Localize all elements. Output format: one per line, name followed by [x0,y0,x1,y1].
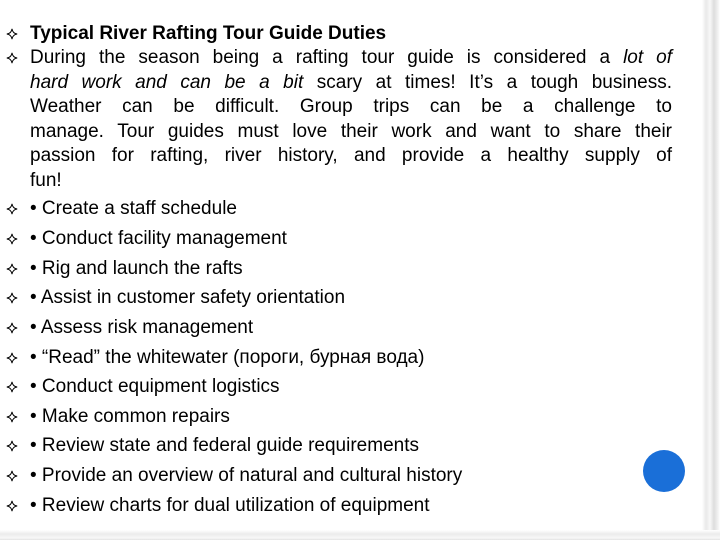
hollow-diamond-bullet-icon [6,500,18,512]
list-item-duty [0,434,690,458]
list-item-duty [0,494,690,518]
list-item-duty [0,197,690,221]
list-item-title [0,22,690,46]
intro-line: manage. Tour guides must love their work and want to share their [30,120,672,142]
duty-text: • Assist in customer safety orientation [30,287,346,308]
duty-text: • Create a staff schedule [30,198,237,219]
blue-circle-decoration [643,450,685,492]
intro-line: fun! [30,169,62,191]
intro-line: passion for rafting, river history, and provide a healthy supply of [30,145,672,166]
intro-line: Weather can be difficult. Group trips can be a challenge to [30,96,672,117]
list-item-duty [0,346,690,370]
hollow-diamond-bullet-icon [6,263,18,275]
hollow-diamond-bullet-icon [6,411,18,423]
page-title: Typical River Rafting Tour Guide Duties [30,23,387,44]
list-item-intro [0,46,690,193]
duty-text: • Make common repairs [30,406,230,427]
hollow-diamond-bullet-icon [6,203,18,215]
hollow-diamond-bullet-icon [6,52,18,64]
bottom-border-decoration [0,530,720,540]
list-item-duty [0,257,690,281]
list-item-duty [0,316,690,340]
hollow-diamond-bullet-icon [6,28,18,40]
duty-text: • Conduct facility management [30,228,287,249]
intro-emphasis: lot of [623,47,672,68]
hollow-diamond-bullet-icon [6,440,18,452]
intro-emphasis: hard work and can be a bit [30,71,304,93]
intro-text: During the season being a rafting tour guide is considered a [30,47,624,68]
hollow-diamond-bullet-icon [6,352,18,364]
duty-text: • Assess risk management [30,317,254,338]
hollow-diamond-bullet-icon [6,381,18,393]
list-item-duty [0,227,690,251]
intro-line [30,71,672,96]
list-item-duty [0,405,690,429]
hollow-diamond-bullet-icon [6,292,18,304]
intro-line [30,46,672,71]
duty-text: • Review charts for dual utilization of equipment [30,495,430,516]
list-item-duty [0,286,690,310]
duty-text: • Provide an overview of natural and cultural history [30,465,463,486]
duty-text: • Conduct equipment logistics [30,376,280,397]
hollow-diamond-bullet-icon [6,470,18,482]
duty-text: • Rig and launch the rafts [30,258,243,279]
hollow-diamond-bullet-icon [6,233,18,245]
duty-text: • “Read” the whitewater (пороги, бурная вода) [30,347,425,368]
list-item-duty [0,464,690,488]
duty-text: • Review state and federal guide requirements [30,435,419,456]
intro-paragraph [30,46,672,193]
list-item-duty [0,375,690,399]
intro-text: scary at times! It’s a tough business. [303,71,673,93]
hollow-diamond-bullet-icon [6,322,18,334]
right-border-decoration [702,0,720,540]
